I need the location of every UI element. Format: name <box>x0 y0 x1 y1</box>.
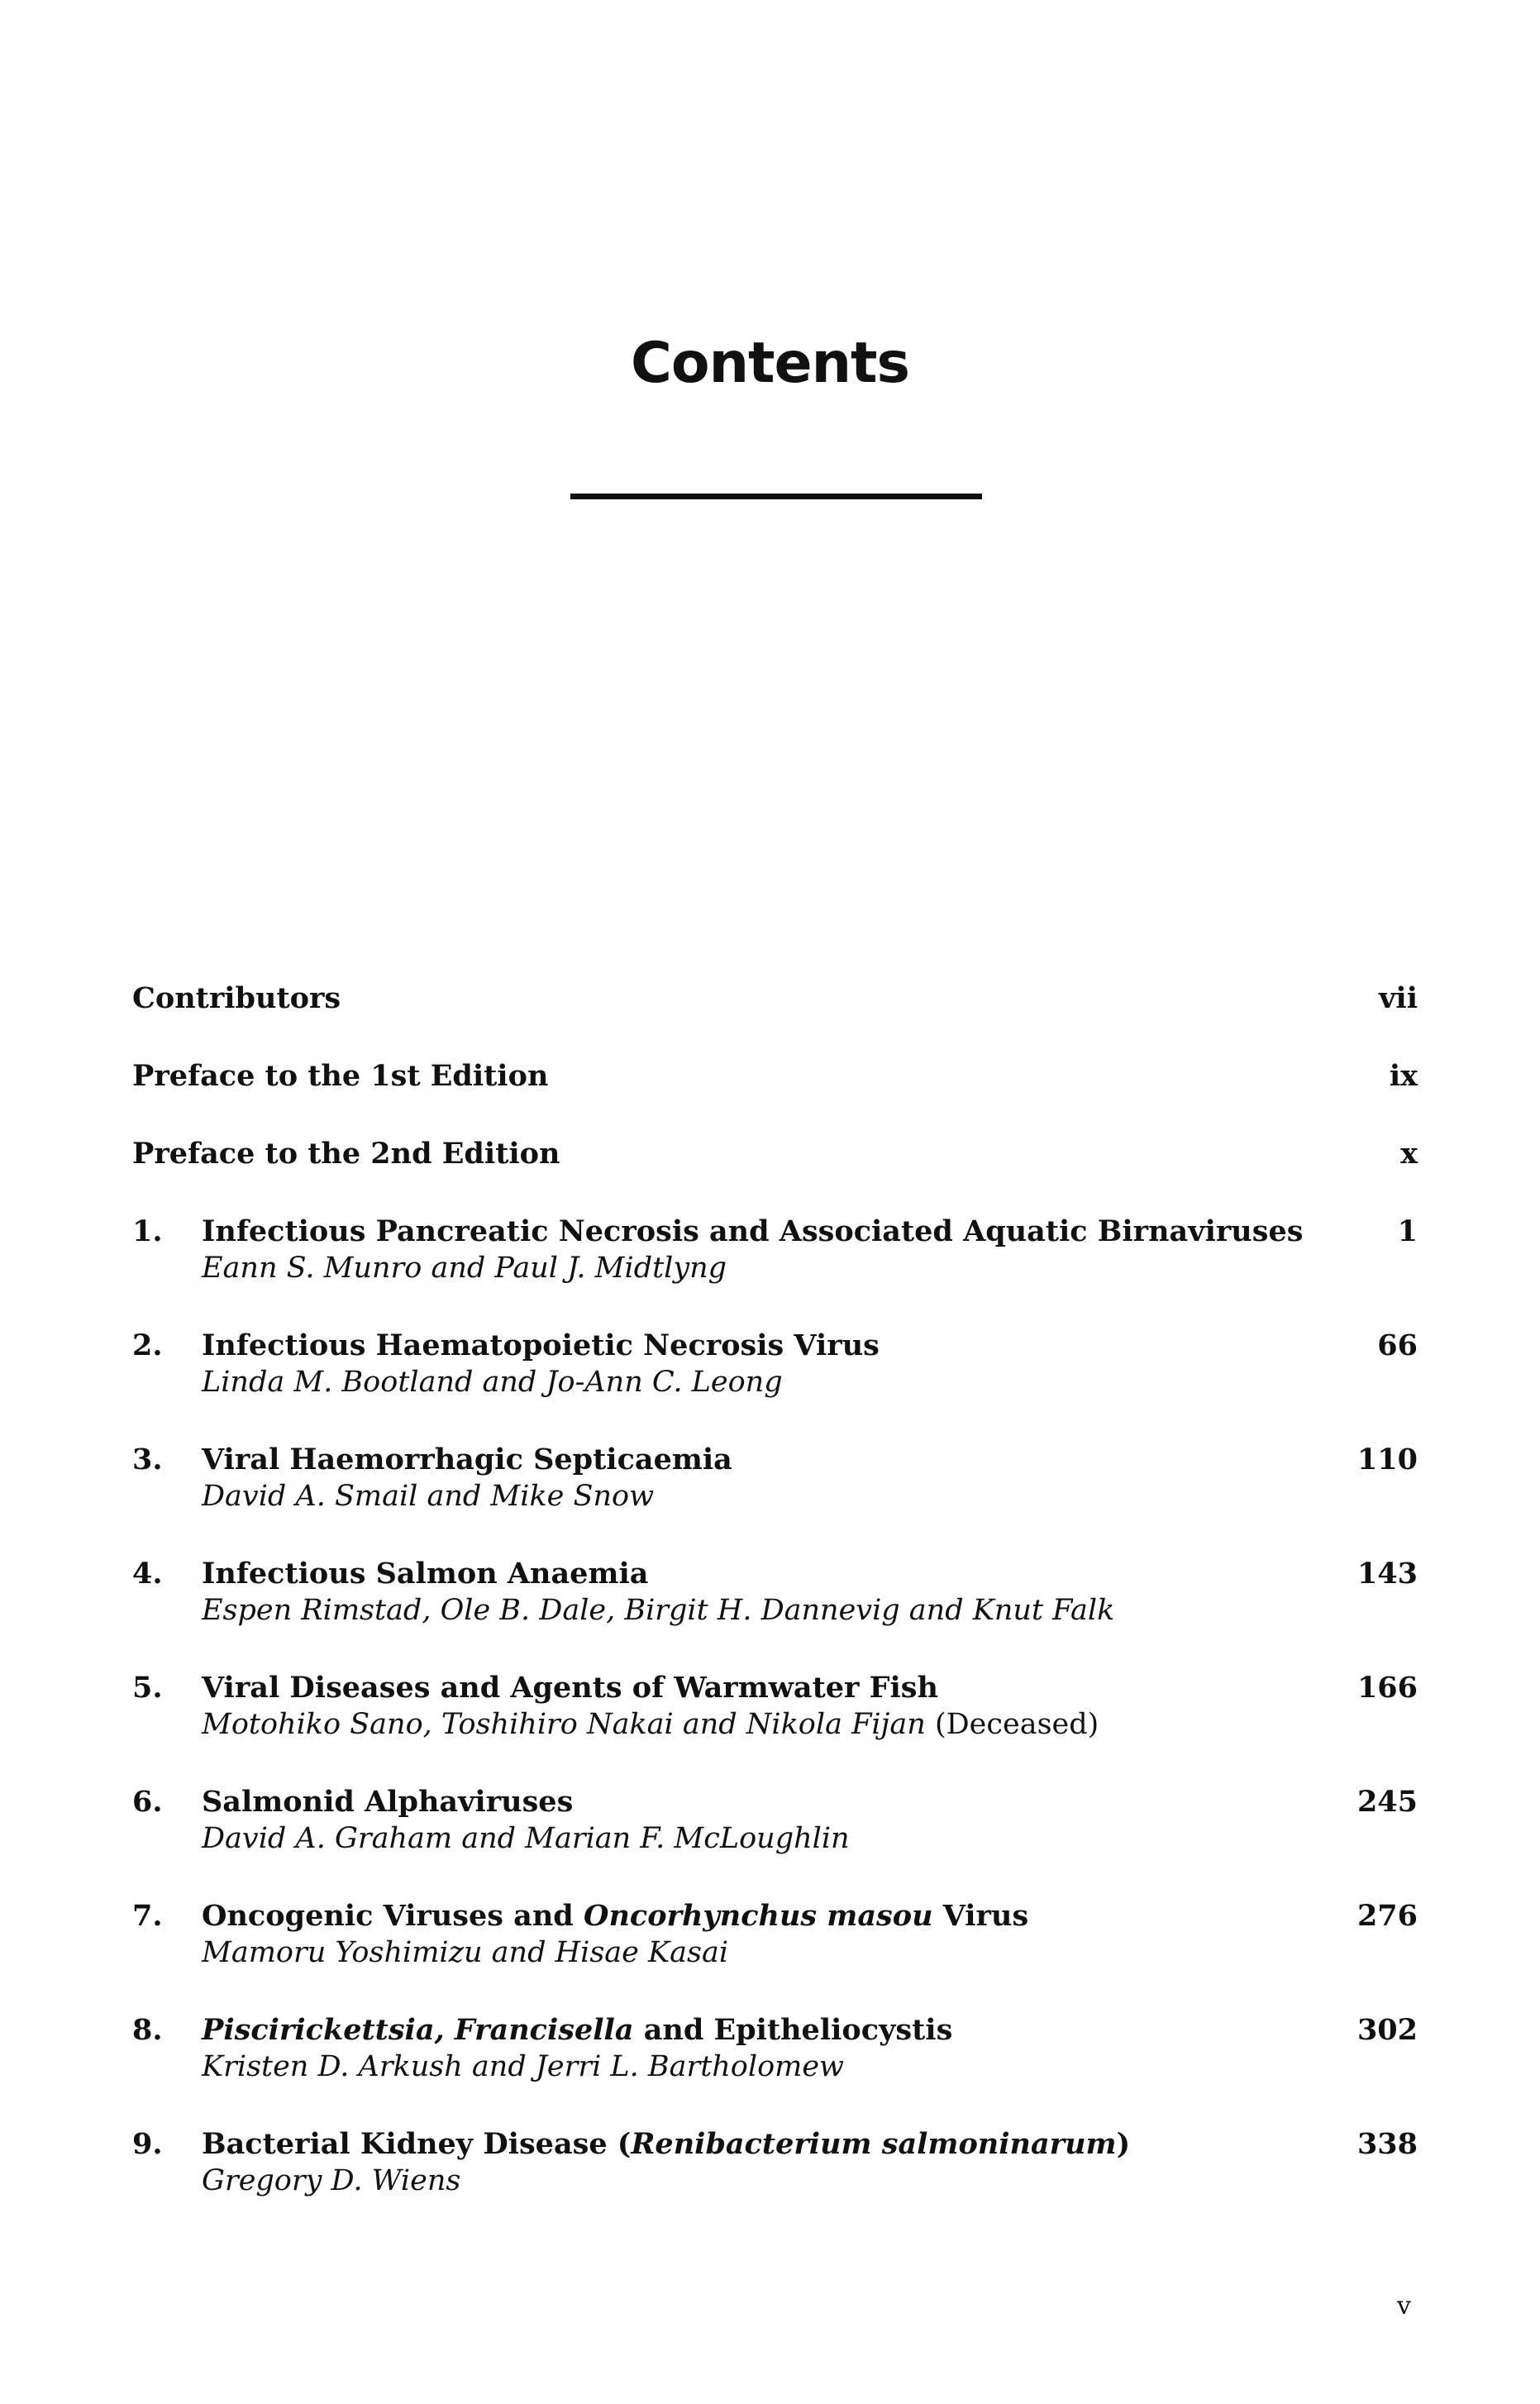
toc-page-number: 143 <box>1356 1557 1418 1591</box>
chapter-authors <box>202 1701 1099 1748</box>
toc-entry-label: Preface to the 1st Edition <box>132 1059 549 1093</box>
toc-entry-chapter-4[interactable] <box>132 1551 1418 1665</box>
chapter-authors <box>202 1587 1114 1634</box>
toc-page-number: vii <box>1379 981 1418 1015</box>
chapter-author-names: Kristen D. Arkush and Jerri L. Bartholomew <box>202 2050 845 2083</box>
chapter-author-names: Gregory D. Wiens <box>202 2164 461 2197</box>
chapter-author-names: Eann S. Munro and Paul J. Midtlyng <box>202 1252 727 1285</box>
chapter-title-italic-part: Oncorhynchus masou <box>583 1899 933 1933</box>
toc-page-number: 276 <box>1356 1899 1418 1933</box>
toc-page-number: x <box>1400 1137 1418 1171</box>
chapter-author-names: Linda M. Bootland and Jo-Ann C. Leong <box>202 1366 783 1399</box>
toc-entry-label: Preface to the 2nd Edition <box>132 1137 560 1171</box>
toc-entry-preface-2nd-edition[interactable] <box>132 1131 1418 1209</box>
chapter-author-names: David A. Graham and Marian F. McLoughlin <box>202 1822 850 1855</box>
chapter-author-names: David A. Smail and Mike Snow <box>202 1480 655 1513</box>
toc-page-number: 245 <box>1356 1785 1418 1819</box>
chapter-number: 5. <box>132 1671 163 1705</box>
chapter-number: 8. <box>132 2013 163 2047</box>
toc-page-number: 302 <box>1356 2013 1418 2047</box>
chapter-title-part: Infectious Pancreatic Necrosis and Associated Aquatic Birnaviruses <box>202 1214 1304 1248</box>
chapter-number: 7. <box>132 1899 163 1933</box>
toc-entry-chapter-9[interactable] <box>132 2121 1418 2235</box>
chapter-title-part: and Epitheliocystis <box>633 2013 953 2047</box>
chapter-author-names: Espen Rimstad, Ole B. Dale, Birgit H. Dannevig and Knut Falk <box>202 1594 1115 1627</box>
chapter-author-names: Motohiko Sano, Toshihiro Nakai and Nikola Fijan <box>202 1708 926 1741</box>
chapter-title-italic-part: Renibacterium salmoninarum <box>631 2127 1117 2161</box>
toc-entry-chapter-8[interactable] <box>132 2007 1418 2121</box>
chapter-authors <box>202 1929 728 1976</box>
page-title: Contents <box>630 331 910 396</box>
chapter-number: 2. <box>132 1328 163 1362</box>
toc-entry-chapter-1[interactable] <box>132 1209 1418 1323</box>
chapter-title-part: Salmonid Alphaviruses <box>202 1785 574 1819</box>
chapter-authors <box>202 1245 727 1291</box>
chapter-number: 1. <box>132 1214 163 1248</box>
chapter-authors <box>202 1359 783 1405</box>
toc-page-number: 1 <box>1397 1214 1418 1248</box>
chapter-title-part: Infectious Haematopoietic Necrosis Virus <box>202 1328 880 1362</box>
chapter-title-part: Viral Diseases and Agents of Warmwater Fish <box>202 1671 938 1705</box>
toc-entry-preface-1st-edition[interactable] <box>132 1053 1418 1131</box>
toc-entry-chapter-6[interactable] <box>132 1779 1418 1893</box>
toc-entry-chapter-3[interactable] <box>132 1437 1418 1551</box>
toc-page-number: 166 <box>1356 1671 1418 1705</box>
chapter-authors <box>202 1815 850 1862</box>
toc-page-number: ix <box>1389 1059 1418 1093</box>
chapter-list <box>132 1209 1418 2235</box>
title-rule <box>570 494 982 499</box>
chapter-authors <box>202 2158 460 2204</box>
page-folio: v <box>1397 2292 1411 2321</box>
chapter-number: 3. <box>132 1443 163 1476</box>
chapter-title-part: Viral Haemorrhagic Septicaemia <box>202 1443 732 1476</box>
toc-page-number: 338 <box>1356 2127 1418 2161</box>
toc-entry-chapter-2[interactable] <box>132 1323 1418 1437</box>
toc-entry-contributors[interactable] <box>132 975 1418 1053</box>
toc-entry-chapter-5[interactable] <box>132 1665 1418 1779</box>
chapter-title-part: Virus <box>932 1899 1029 1933</box>
toc-page-number: 110 <box>1356 1443 1418 1476</box>
chapter-author-names: Mamoru Yoshimizu and Hisae Kasai <box>202 1936 729 1969</box>
chapter-author-note: (Deceased) <box>934 1708 1099 1741</box>
toc-entry-label: Contributors <box>132 981 341 1015</box>
toc-entry-chapter-7[interactable] <box>132 1893 1418 2007</box>
chapter-title-part: Oncogenic Viruses and <box>202 1899 584 1933</box>
chapter-authors <box>202 1473 654 1519</box>
table-of-contents <box>132 975 1418 2235</box>
chapter-title-italic-part: Piscirickettsia, Francisella <box>202 2013 634 2047</box>
toc-page-number: 66 <box>1377 1328 1418 1362</box>
chapter-number: 6. <box>132 1785 163 1819</box>
chapter-number: 4. <box>132 1557 163 1591</box>
chapter-authors <box>202 2044 844 2090</box>
chapter-title-part: Bacterial Kidney Disease ( <box>202 2127 632 2161</box>
chapter-number: 9. <box>132 2127 163 2161</box>
chapter-title-part: Infectious Salmon Anaemia <box>202 1557 649 1591</box>
chapter-title-part: ) <box>1116 2127 1131 2161</box>
